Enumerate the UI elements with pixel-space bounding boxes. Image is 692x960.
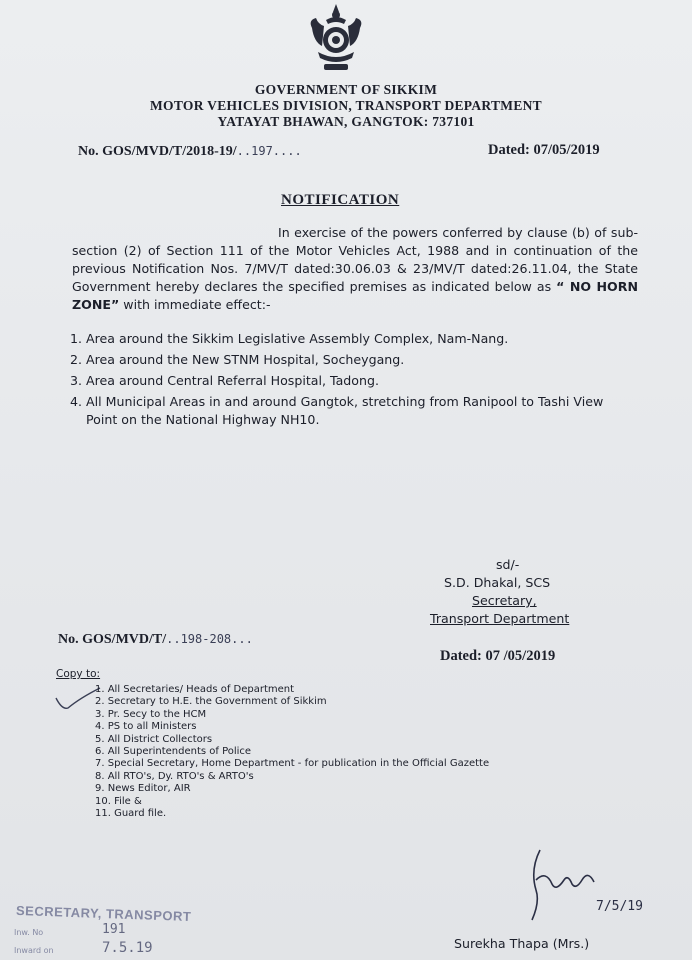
handwritten-ref-range: ..198-208...	[166, 632, 253, 646]
reference-number: No. GOS/MVD/T/2018-19/..197....	[78, 144, 302, 159]
stamp-title: SECRETARY, TRANSPORT	[15, 902, 192, 925]
stamp-date: 7.5.19	[102, 940, 153, 956]
list-item: 8. All RTO's, Dy. RTO's & ARTO's	[95, 770, 254, 782]
stamp-inward-label: Inw. No	[14, 928, 44, 937]
list-item: 3. Area around Central Referral Hospital, Tadong.	[70, 373, 379, 388]
handwritten-day: 07	[533, 142, 549, 158]
handwritten-day: 07	[485, 648, 501, 664]
list-item: 9. News Editor, AIR	[95, 783, 191, 795]
list-item: 11. Guard file.	[95, 808, 167, 820]
sikkim-emblem-icon	[304, 2, 368, 74]
list-item: 2. Secretary to H.E. the Government of Sikkim	[95, 696, 327, 708]
list-item: 4. All Municipal Areas in and around Gangtok, stretching from Ranipool to Tashi View Point on the National Highway NH10.	[70, 394, 604, 427]
stamp-inward-number: 191	[102, 922, 126, 937]
copy-reference-number: No. GOS/MVD/T/..198-208...	[58, 632, 253, 647]
inward-stamp	[12, 900, 202, 960]
notification-date: Dated: 07/05/2019	[488, 142, 600, 158]
list-item: 1. All Secretaries/ Heads of Department	[95, 684, 295, 695]
signature-date: 7/5/19	[596, 899, 643, 914]
list-item: 2. Area around the New STNM Hospital, Socheygang.	[70, 352, 405, 367]
premises-list	[70, 330, 630, 432]
distribution-list	[95, 684, 565, 820]
copy-to-label: Copy to:	[56, 668, 101, 680]
list-item: 3. Pr. Secy to the HCM	[95, 708, 207, 720]
list-item: 1. Area around the Sikkim Legislative Assembly Complex, Nam-Nang.	[70, 331, 509, 346]
handwritten-ref-number: ..197....	[236, 144, 302, 158]
signatory-block	[430, 556, 610, 628]
government-title: GOVERNMENT OF SIKKIM	[254, 82, 438, 97]
notification-title: NOTIFICATION	[281, 192, 400, 208]
signatory-department: Transport Department	[430, 611, 570, 626]
handwritten-signature	[510, 840, 643, 940]
signer-name: Surekha Thapa (Mrs.)	[454, 936, 590, 951]
stamp-date-label: Inward on	[14, 946, 54, 955]
division-title: MOTOR VEHICLES DIVISION, TRANSPORT DEPARTMENT	[149, 98, 542, 113]
list-item: 7. Special Secretary, Home Department - for publication in the Official Gazette	[95, 758, 490, 770]
office-address: YATAYAT BHAWAN, GANGTOK: 737101	[217, 114, 475, 129]
list-item: 10. File &	[95, 795, 142, 807]
signatory-name: S.D. Dhakal, SCS	[444, 575, 551, 590]
list-item: 4. PS to all Ministers	[95, 721, 197, 733]
signatory-designation: Secretary,	[472, 593, 537, 608]
notification-body: In exercise of the powers conferred by clause (b) of sub-section (2) of Section 111 of the Motor Vehicles Act, 1988 and in continuation of the previous Notification Nos. 7/MV/T dated:30.06.03 & 23/MV/T dated:26.11.04, the State Government hereby declares the specified premises as indicated below as “ NO HORN ZONE” with immediate effect:-	[72, 225, 638, 312]
no-horn-zone-emphasis: “ NO HORN ZONE”	[72, 279, 638, 312]
copy-date: Dated: 07 /05/2019	[440, 648, 556, 664]
list-item: 6. All Superintendents of Police	[95, 746, 252, 758]
list-item: 5. All District Collectors	[95, 733, 213, 745]
signed-mark: sd/-	[496, 557, 520, 572]
